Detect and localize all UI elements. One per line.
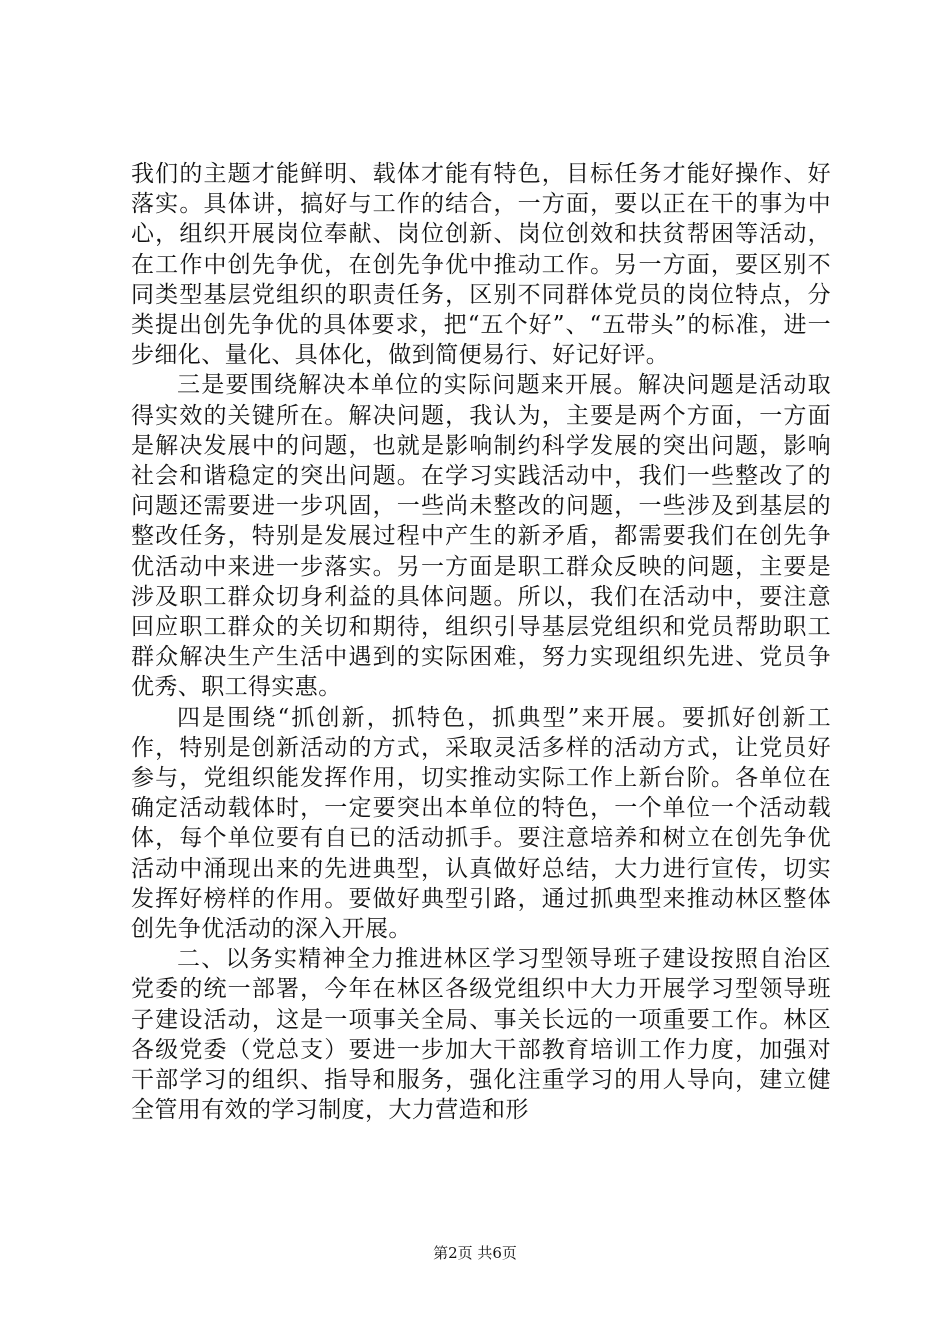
paragraph-point-four: 四是围绕“抓创新，抓特色，抓典型”来开展。要抓好创新工作，特别是创新活动的方式，采取灵活多样的活动方式，让党员好参与，党组织能发挥作用，切实推动实际工作上新台阶。各单位在确定活动载体时，一定要突出本单位的特色，一个单位一个活动载体，每个单位要有自已的活动抓手。要注意培养和树立在创先争优活动中涌现出来的先进典型，认真做好总结，大力进行宣传，切实发挥好榜样的作用。要做好典型引路，通过抓典型来推动林区整体创先争优活动的深入开展。 — [131, 704, 831, 943]
paragraph-point-three: 三是要围绕解决本单位的实际问题来开展。解决问题是活动取得实效的关键所在。解决问题，我认为，主要是两个方面，一方面是解决发展中的问题，也就是影响制约科学发展的突出问题，影响社会和谐稳定的突出问题。在学习实践活动中，我们一些整改了的问题还需要进一步巩固，一些尚未整改的问题，一些涉及到基层的整改任务，特别是发展过程中产生的新矛盾，都需要我们在创先争优活动中来进一步落实。另一方面是职工群众反映的问题，主要是涉及职工群众切身利益的具体问题。所以，我们在活动中，要注意回应职工群众的关切和期待，组织引导基层党组织和党员帮助职工群众解决生产生活中遇到的实际困难，努力实现组织先进、党员争优秀、职工得实惠。 — [131, 372, 831, 701]
document-body — [131, 159, 831, 1126]
paragraph-section-two: 二、以务实精神全力推进林区学习型领导班子建设按照自治区党委的统一部署，今年在林区各级党组织中大力开展学习型领导班子建设活动，这是一项事关全局、事关长远的一项重要工作。林区各级党委（党总支）要进一步加大干部教育培训工作力度，加强对干部学习的组织、指导和服务，强化注重学习的用人导向，建立健全管用有效的学习制度，大力营造和形 — [131, 946, 831, 1124]
page-number-footer: 第2页 共6页 — [433, 1244, 517, 1262]
paragraph-continuation: 我们的主题才能鲜明、载体才能有特色，目标任务才能好操作、好落实。具体讲，搞好与工作的结合，一方面，要以正在干的事为中心，组织开展岗位奉献、岗位创新、岗位创效和扶贫帮困等活动，在工作中创先争优，在创先争优中推动工作。另一方面，要区别不同类型基层党组织的职责任务，区别不同群体党员的岗位特点，分类提出创先争优的具体要求，把“五个好”、“五带头”的标准，进一步细化、量化、具体化，做到简便易行、好记好评。 — [131, 161, 831, 369]
